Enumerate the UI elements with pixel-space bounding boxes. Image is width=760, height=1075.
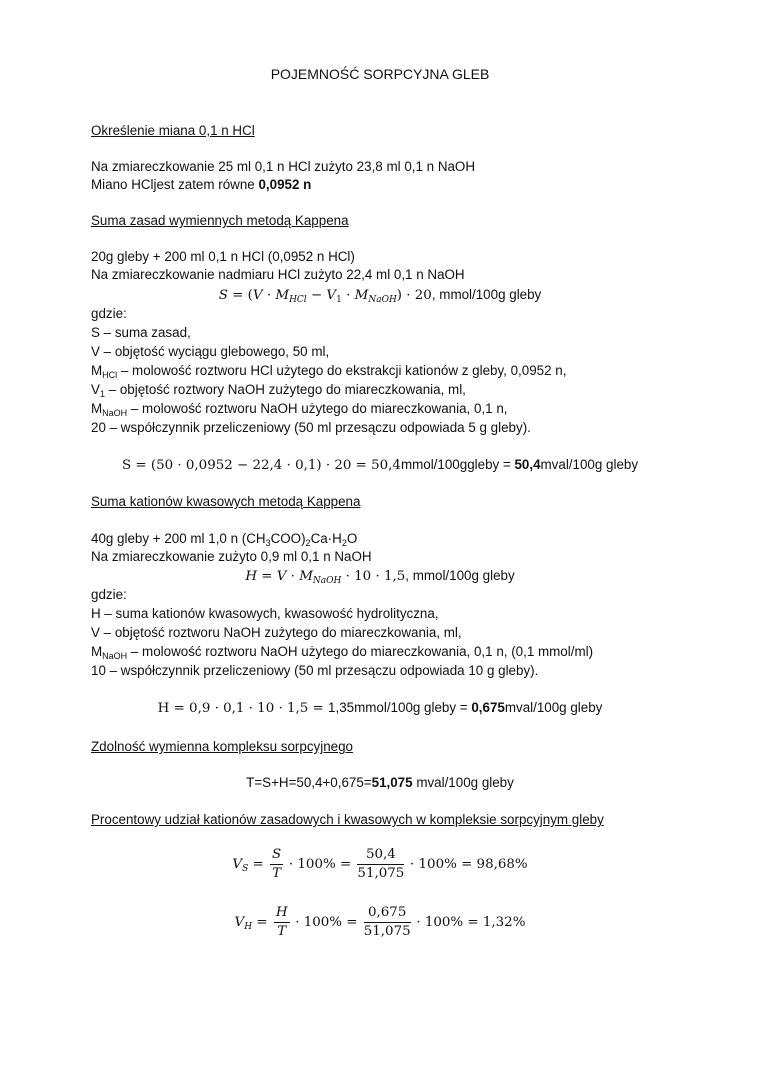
calculation-s xyxy=(0,456,760,474)
section-heading-procentowy-udzial: Procentowy udział kationów zasadowych i kwasowych w kompleksie sorpcyjnym gleby xyxy=(91,812,604,827)
text-line: Na zmiareczkowanie zużyto 0,9 ml 0,1 n NaOH xyxy=(91,549,372,564)
section-heading-miano: Określenie miana 0,1 n HCl xyxy=(91,123,255,138)
formula-h: $H = V \cdot M_{NaOH} \cdot 10 \cdot 1,5$, mmol/100g gleby xyxy=(245,568,515,586)
calc-result: 0,675 xyxy=(471,700,505,715)
definition-text: – molowość roztworu NaOH użytego do miareczkowania, 0,1 n, xyxy=(127,401,508,416)
calc-unit: mval/100g gleby xyxy=(504,700,603,715)
result: · 100% = 1,32% xyxy=(416,915,526,930)
miano-value: 0,0952 n xyxy=(258,177,312,192)
definition-s: S – suma zasad, xyxy=(91,325,191,340)
text-fragment: O xyxy=(346,531,358,546)
text-line: gdzie: xyxy=(91,306,127,321)
fraction xyxy=(357,846,404,883)
calc-text: 1,35mmol/100g gleby = xyxy=(328,700,472,715)
definition-text: – molowość roztworu NaOH użytego do miareczkowania, 0,1 n, (0,1 mmol/ml) xyxy=(127,644,594,659)
calc-unit: mval/100g gleby xyxy=(412,775,514,790)
symbol: V xyxy=(91,382,100,397)
result: · 100% = 98,68% xyxy=(410,857,528,872)
formula-unit: , mmol/100g gleby xyxy=(431,287,542,302)
calc-result: 50,4 xyxy=(514,457,541,472)
calculation-h xyxy=(0,699,760,717)
calc-result: 51,075 xyxy=(371,775,413,790)
fraction: $\frac{H}{T}$ xyxy=(275,904,288,939)
calc-unit: mval/100g gleby xyxy=(540,457,639,472)
definition-10: 10 – współczynnik przeliczeniowy (50 ml przesączu odpowiada 10 g gleby). xyxy=(91,663,539,678)
page-title: POJEMNOŚĆ SORPCYJNA GLEB xyxy=(270,66,490,82)
text-line: Na zmiareczkowanie nadmiaru HCl zużyto 22,4 ml 0,1 n NaOH xyxy=(91,267,465,282)
symbol: M xyxy=(91,644,103,659)
formula-unit: , mmol/100g gleby xyxy=(405,568,515,583)
subscript: NaOH xyxy=(102,651,128,661)
definition-m-hcl xyxy=(91,362,566,379)
formula-vh: $V_H$ = $\frac{H}{T}$ · 100% = $\frac{0,675}{51,075}$ · 100% = 1,32% xyxy=(234,904,526,939)
numerator: 50,4 xyxy=(357,846,404,865)
text-fragment: COO) xyxy=(270,531,306,546)
section-heading-kationy-kwasowe: Suma kationów kwasowych metodą Kappena xyxy=(91,494,361,509)
text-line xyxy=(91,176,311,193)
formula-s: $S = (V \cdot M_{HCl} - V_1 \cdot M_{NaOH}) \cdot 20$, mmol/100g gleby xyxy=(218,287,542,305)
definition-m-naoh xyxy=(91,400,507,417)
subscript: 2 xyxy=(305,538,311,548)
calc-math: H = 0,9 · 0,1 · 10 · 1,5 = xyxy=(157,701,329,716)
text-fragment: 40g gleby + 200 ml 1,0 n (CH xyxy=(91,531,266,546)
definition-m-naoh xyxy=(91,643,593,660)
text-line: 20g gleby + 200 ml 0,1 n HCl (0,0952 n HCl) xyxy=(91,249,355,264)
text-line xyxy=(91,530,357,547)
subscript: HCl xyxy=(102,370,118,380)
formula-vs: $V_S$ = $\frac{S}{T}$ · 100% = $\frac{50,4}{51,075}$ · 100% = 98,68% xyxy=(232,846,528,881)
definition-h: H – suma kationów kwasowych, kwasowość hydrolityczna, xyxy=(91,606,439,621)
numerator: 0,675 xyxy=(364,904,411,923)
subscript: 1 xyxy=(99,389,105,399)
denominator: 51,075 xyxy=(363,923,411,939)
calc-text: T=S+H=50,4+0,675= xyxy=(246,775,372,790)
calculation-t xyxy=(0,774,760,791)
fraction xyxy=(364,904,411,941)
symbol: M xyxy=(91,401,103,416)
definition-20: 20 – współczynnik przeliczeniowy (50 ml przesączu odpowiada 5 g gleby). xyxy=(91,420,531,435)
text-line: Na zmiareczkowanie 25 ml 0,1 n HCl zużyto 23,8 ml 0,1 n NaOH xyxy=(91,159,476,174)
denominator: 51,075 xyxy=(357,865,405,881)
symbol: M xyxy=(91,363,103,378)
definition-v: V – objętość roztworu NaOH zużytego do miareczkowania, ml, xyxy=(91,625,462,640)
text-fragment: Miano HCljest zatem równe xyxy=(91,177,259,192)
section-heading-suma-zasad: Suma zasad wymiennych metodą Kappena xyxy=(91,213,349,228)
calc-text: mmol/100ggleby = xyxy=(400,457,515,472)
subscript: 3 xyxy=(265,538,271,548)
definition-text: – objętość roztwory NaOH zużytego do miareczkowania, ml, xyxy=(104,382,466,397)
definition-text: – molowość roztworu HCl użytego do ekstrakcji kationów z gleby, 0,0952 n, xyxy=(117,363,567,378)
section-heading-zdolnosc: Zdolność wymienna kompleksu sorpcyjnego xyxy=(91,739,353,754)
fraction: $\frac{S}{T}$ xyxy=(271,846,282,881)
calc-math: S = (50 · 0,0952 − 22,4 · 0,1) · 20 = 50,4 xyxy=(121,458,401,473)
subscript: NaOH xyxy=(102,408,128,418)
text-line: gdzie: xyxy=(91,587,127,602)
text-fragment: Ca·H xyxy=(310,531,342,546)
subscript: 2 xyxy=(341,538,347,548)
definition-v: V – objętość wyciągu glebowego, 50 ml, xyxy=(91,344,330,359)
definition-v1 xyxy=(91,381,466,398)
